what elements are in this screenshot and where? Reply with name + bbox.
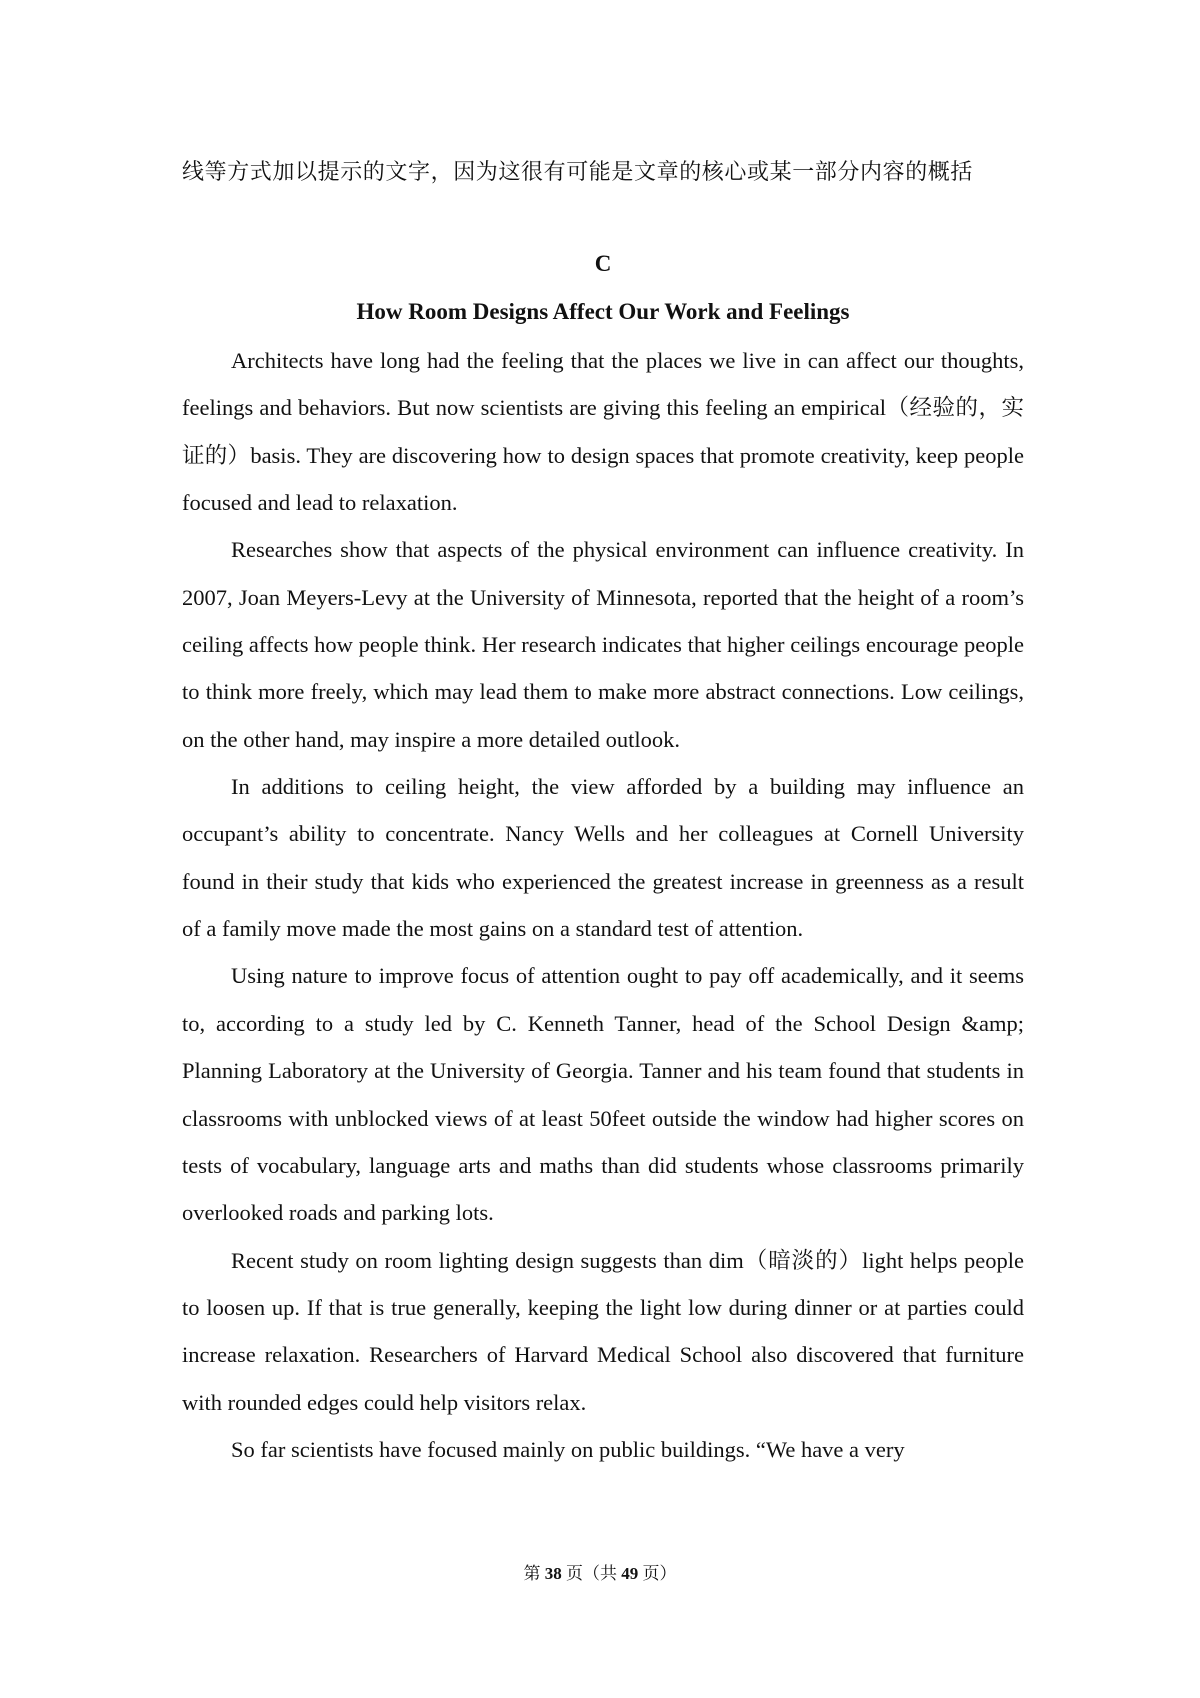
paragraph-4: Using nature to improve focus of attention ought to pay off academically, and it seems to, according to a study led by C. Kenneth Tanner, head of the School Design &amp; Planning Laboratory at the University of Georgia. Tanner and his team found that students in classrooms with unblocked views of at least 50feet outside the window had higher scores on tests of vocabulary, language arts and maths than did students whose classrooms primarily overlooked roads and parking lots.	[182, 963, 1024, 1226]
paragraph-1: Architects have long had the feeling that the places we live in can affect our thoughts, feelings and behaviors. But now scientists are giving this feeling an empirical（经验的，实证的）basis. They are discovering how to design spaces that promote creativity, keep people focused and lead to relaxation.	[182, 348, 1024, 516]
page-footer	[0, 1562, 1200, 1586]
current-page-number: 38	[544, 1564, 562, 1583]
paragraph-6: So far scientists have focused mainly on public buildings. “We have a very	[231, 1436, 905, 1462]
footer-prefix: 第	[523, 1564, 541, 1583]
section-letter: C	[594, 251, 612, 276]
total-page-count: 49	[621, 1564, 639, 1583]
article-title: How Room Designs Affect Our Work and Feelings	[356, 299, 850, 324]
footer-suffix: 页）	[642, 1564, 677, 1583]
footer-middle: 页（共	[566, 1564, 617, 1583]
previous-section-last-line: 线等方式加以提示的文字，因为这很有可能是文章的核心或某一部分内容的概括	[182, 159, 974, 184]
paragraph-2: Researches show that aspects of the physical environment can influence creativity. In 2007, Joan Meyers-Levy at the University of Minnesota, reported that the height of a room’s ceiling affects how people think. Her research indicates that higher ceilings encourage people to think more freely, which may lead them to make more abstract connections. Low ceilings, on the other hand, may inspire a more detailed outlook.	[182, 537, 1024, 752]
paragraph-5: Recent study on room lighting design suggests than dim（暗淡的）light helps people to loosen up. If that is true generally, keeping the light low during dinner or at parties could increase relaxation. Researchers of Harvard Medical School also discovered that furniture with rounded edges could help visitors relax.	[182, 1247, 1024, 1415]
article-body	[182, 337, 1024, 1473]
paragraph-3: In additions to ceiling height, the view afforded by a building may influence an occupant’s ability to concentrate. Nancy Wells and her colleagues at Cornell University found in their study that kids who experienced the greatest increase in greenness as a result of a family move made the most gains on a standard test of attention.	[182, 774, 1024, 942]
